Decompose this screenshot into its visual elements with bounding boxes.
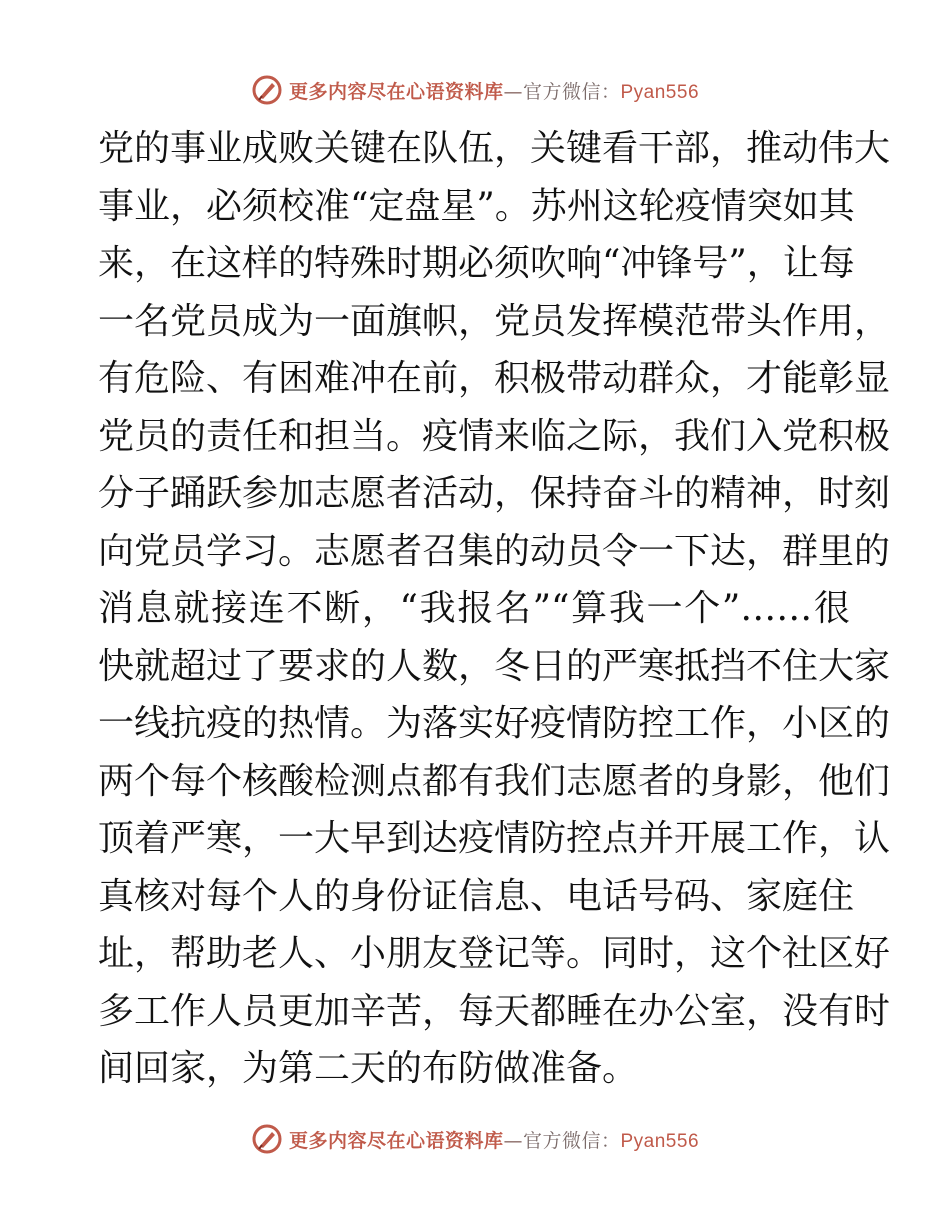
watermark-text	[289, 77, 699, 104]
watermark-main: 更多内容尽在心语资料库	[288, 80, 504, 103]
text-line: 分子踊跃参加志愿者活动，保持奋斗的精神，时刻	[98, 473, 891, 514]
watermark-main: 更多内容尽在心语资料库	[288, 1129, 504, 1152]
quill-circle-logo-icon	[251, 1123, 283, 1155]
text-line: 快就超过了要求的人数，冬日的严寒抵挡不住大家	[98, 645, 891, 687]
text-line: 一名党员成为一面旗帜，党员发挥模范带头作用，	[98, 300, 891, 342]
text-line: 间回家，为第二天的布防做准备。	[98, 1048, 639, 1089]
watermark-separator: —	[503, 1129, 523, 1152]
header-watermark	[0, 70, 950, 110]
footer-watermark	[0, 1119, 950, 1159]
text-line: 党员的责任和担当。疫情来临之际，我们入党积极	[98, 415, 891, 457]
text-line: 来，在这样的特殊时期必须吹响“冲锋号”，让每	[98, 243, 855, 284]
quill-circle-logo-icon	[251, 74, 283, 106]
text-line: 向党员学习。志愿者召集的动员令一下达，群里的	[98, 530, 891, 572]
text-line: 消息就接连不断，“我报名”“算我一个”……很	[98, 588, 850, 629]
text-line: 真核对每个人的身份证信息、电话号码、家庭住	[98, 875, 855, 917]
text-line: 事业，必须校准“定盘星”。苏州这轮疫情突如其	[98, 185, 855, 227]
watermark-text	[289, 1126, 699, 1153]
text-line: 一线抗疫的热情。为落实好疫情防控工作，小区的	[98, 703, 891, 744]
text-line: 党的事业成败关键在队伍，关键看干部，推动伟大	[98, 128, 891, 169]
text-line: 顶着严寒，一大早到达疫情防控点并开展工作，认	[98, 818, 891, 859]
document-body	[98, 120, 891, 1098]
text-line: 多工作人员更加辛苦，每天都睡在办公室，没有时	[98, 990, 891, 1032]
watermark-separator: —	[503, 80, 523, 103]
watermark-contact-id: Pyan556	[620, 1130, 700, 1152]
watermark-contact-label: 官方微信：	[522, 80, 621, 103]
text-line: 有危险、有困难冲在前，积极带动群众，才能彰显	[98, 358, 891, 399]
text-line: 址，帮助老人、小朋友登记等。同时，这个社区好	[98, 933, 891, 974]
watermark-contact-label: 官方微信：	[522, 1129, 621, 1152]
text-line: 两个每个核酸检测点都有我们志愿者的身影，他们	[98, 760, 891, 802]
watermark-contact-id: Pyan556	[620, 81, 700, 103]
